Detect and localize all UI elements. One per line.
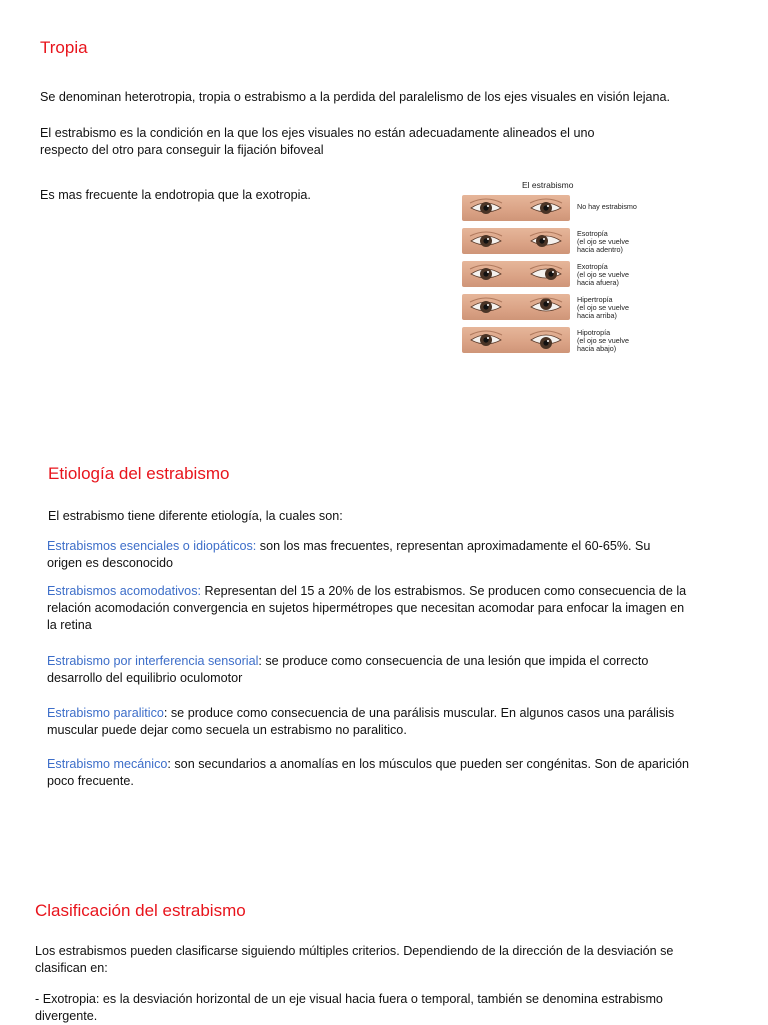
tropia-paragraph-3: Es mas frecuente la endotropia que la exotropia.	[40, 188, 311, 202]
etiologia-text: Representan del 15 a 20% de los estrabismos. Se producen como consecuencia de la	[201, 584, 687, 598]
eye-caption-line: (el ojo se vuelve	[577, 237, 629, 246]
eye-caption-line: (el ojo se vuelve	[577, 270, 629, 279]
section-title-tropia: Tropia	[40, 38, 88, 57]
eye-pair-image	[462, 261, 570, 287]
eye-caption-line: hacia adentro)	[577, 245, 623, 254]
eye-caption-line: (el ojo se vuelve	[577, 336, 629, 345]
section-title-etiologia: Etiología del estrabismo	[48, 464, 230, 483]
etiologia-term: Estrabismo paralitico	[47, 706, 164, 720]
etiologia-text: relación acomodación convergencia en sujetos hipermétropes que necesitan acomodar para enfocar la imagen en	[47, 601, 685, 615]
etiologia-term: Estrabismos acomodativos:	[47, 584, 201, 598]
eye-caption-line: Esotropía	[577, 229, 608, 238]
tropia-paragraph-2-line-1: El estrabismo es la condición en la que los ejes visuales no están adecuadamente alineados el uno	[40, 126, 595, 140]
eye-caption-line: Exotropía	[577, 262, 608, 271]
etiologia-item	[47, 705, 674, 739]
eye-caption-line: hacia afuera)	[577, 278, 619, 287]
etiologia-item	[47, 653, 648, 687]
eye-caption-line: No hay estrabismo	[577, 202, 637, 211]
eye-caption	[577, 230, 629, 254]
etiologia-text: : son secundarios a anomalías en los músculos que pueden ser congénitas. Son de aparición	[167, 757, 689, 771]
eye-caption-line: hacia abajo)	[577, 344, 617, 353]
eye-caption-line: hacia arriba)	[577, 311, 617, 320]
figure-title: El estrabismo	[522, 180, 574, 190]
exotropia-definition-line-1: - Exotropia: es la desviación horizontal de un eje visual hacia fuera o temporal, también se denomina estrabismo	[35, 992, 663, 1006]
etiologia-text: desarrollo del equilibrio oculomotor	[47, 671, 243, 685]
eye-pair-image	[462, 294, 570, 320]
etiologia-text: muscular puede dejar como secuela un estrabismo no paralitico.	[47, 723, 407, 737]
etiologia-text: : se produce como consecuencia de una parálisis muscular. En algunos casos una parálisis	[163, 706, 675, 720]
etiologia-text: la retina	[47, 618, 92, 632]
eye-caption	[577, 203, 637, 211]
eye-caption-line: Hipotropía	[577, 328, 611, 337]
etiologia-term: Estrabismos esenciales o idiopáticos:	[47, 539, 257, 553]
etiologia-text: son los mas frecuentes, representan aproximadamente el 60-65%. Su	[256, 539, 651, 553]
etiologia-item	[47, 583, 686, 634]
clasificacion-paragraph-1-line-1: Los estrabismos pueden clasificarse siguiendo múltiples criterios. Dependiendo de la dirección de la desviación se	[35, 944, 674, 958]
etiologia-text: : se produce como consecuencia de una lesión que impida el correcto	[258, 654, 649, 668]
eye-caption	[577, 263, 629, 287]
etiologia-item	[47, 538, 650, 572]
eye-caption	[577, 329, 629, 353]
etiologia-term: Estrabismo por interferencia sensorial	[47, 654, 259, 668]
etiologia-text: origen es desconocido	[47, 556, 174, 570]
exotropia-definition-line-2: divergente.	[35, 1009, 98, 1023]
eye-caption-line: (el ojo se vuelve	[577, 303, 629, 312]
eye-caption-line: Hipertropía	[577, 295, 613, 304]
etiologia-term: Estrabismo mecánico	[47, 757, 168, 771]
tropia-definition: Se denominan heterotropia, tropia o estrabismo a la perdida del paralelismo de los ejes visuales en visión lejana.	[40, 90, 671, 104]
etiologia-item	[47, 756, 689, 790]
clasificacion-paragraph-1-line-2: clasifican en:	[35, 961, 108, 975]
eye-caption	[577, 296, 629, 320]
section-title-clasificacion: Clasificación del estrabismo	[35, 901, 246, 920]
eye-pair-image	[462, 228, 570, 254]
etiologia-intro: El estrabismo tiene diferente etiología, la cuales son:	[48, 509, 343, 523]
eye-pair-image	[462, 195, 570, 221]
tropia-paragraph-2-line-2: respecto del otro para conseguir la fijación bifoveal	[40, 143, 324, 157]
eye-pair-image	[462, 327, 570, 353]
etiologia-text: poco frecuente.	[47, 774, 134, 788]
